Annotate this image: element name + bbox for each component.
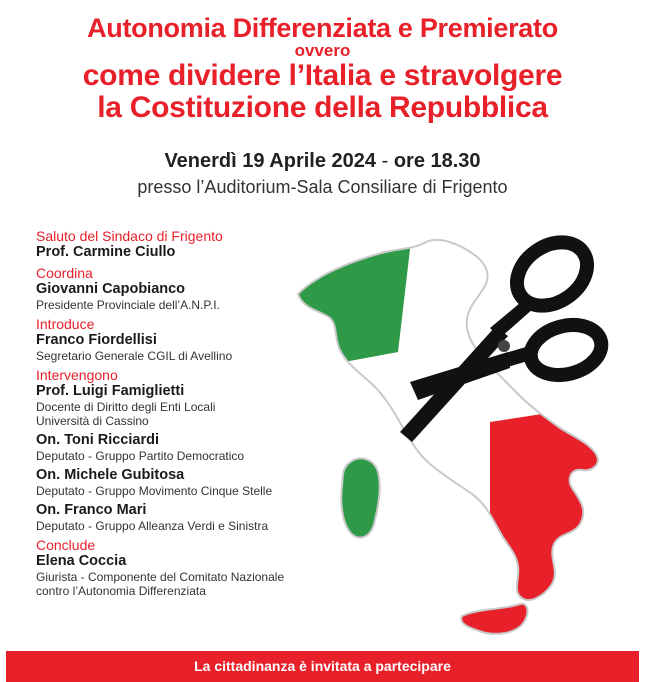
speaker-description: Università di Cassino xyxy=(36,414,149,428)
speaker-name: Prof. Luigi Famiglietti xyxy=(36,383,185,399)
speaker-description: Segretario Generale CGIL di Avellino xyxy=(36,349,233,363)
poster-header xyxy=(0,12,645,124)
italy-map-illustration xyxy=(290,232,620,642)
speaker-name: On. Franco Mari xyxy=(36,502,147,518)
footer-banner: La cittadinanza è invitata a partecipare xyxy=(6,651,639,682)
speaker-name: Giovanni Capobianco xyxy=(36,281,186,297)
event-time: ore 18.30 xyxy=(393,150,481,172)
speaker-description: Deputato - Gruppo Partito Democratico xyxy=(36,449,245,463)
role-label: Intervengono xyxy=(36,367,118,383)
title-ovvero: ovvero xyxy=(294,41,351,60)
speaker-description: Deputato - Gruppo Alleanza Verdi e Sinistra xyxy=(36,519,269,533)
speaker-description: Deputato - Gruppo Movimento Cinque Stelle xyxy=(36,484,273,498)
speaker-description: Giurista - Componente del Comitato Nazionale xyxy=(36,570,285,584)
role-label: Coordina xyxy=(36,265,93,281)
event-venue: presso l’Auditorium-Sala Consiliare di Frigento xyxy=(137,177,508,197)
title-line-2: come dividere l’Italia e stravolgere xyxy=(82,59,563,92)
speaker-name: Elena Coccia xyxy=(36,553,127,569)
event-date-separator: - xyxy=(376,150,394,172)
title-line-3: la Costituzione della Repubblica xyxy=(97,91,548,124)
speaker-name: Franco Fiordellisi xyxy=(36,332,157,348)
speaker-description: contro l’Autonomia Differenziata xyxy=(36,584,206,598)
speaker-description: Presidente Provinciale dell’A.N.P.I. xyxy=(36,298,220,312)
speaker-name: On. Toni Ricciardi xyxy=(36,432,159,448)
title-line-1: Autonomia Differenziata e Premierato xyxy=(87,13,558,43)
event-date-day: Venerdì 19 Aprile 2024 xyxy=(164,150,377,172)
role-label: Introduce xyxy=(36,316,95,332)
speaker-description: Docente di Diritto degli Enti Locali xyxy=(36,400,216,414)
speaker-name: On. Michele Gubitosa xyxy=(36,467,185,483)
role-label: Conclude xyxy=(36,537,96,553)
event-date xyxy=(0,150,645,173)
role-label: Saluto del Sindaco di Frigento xyxy=(36,228,223,244)
speaker-name: Prof. Carmine Ciullo xyxy=(36,244,176,260)
